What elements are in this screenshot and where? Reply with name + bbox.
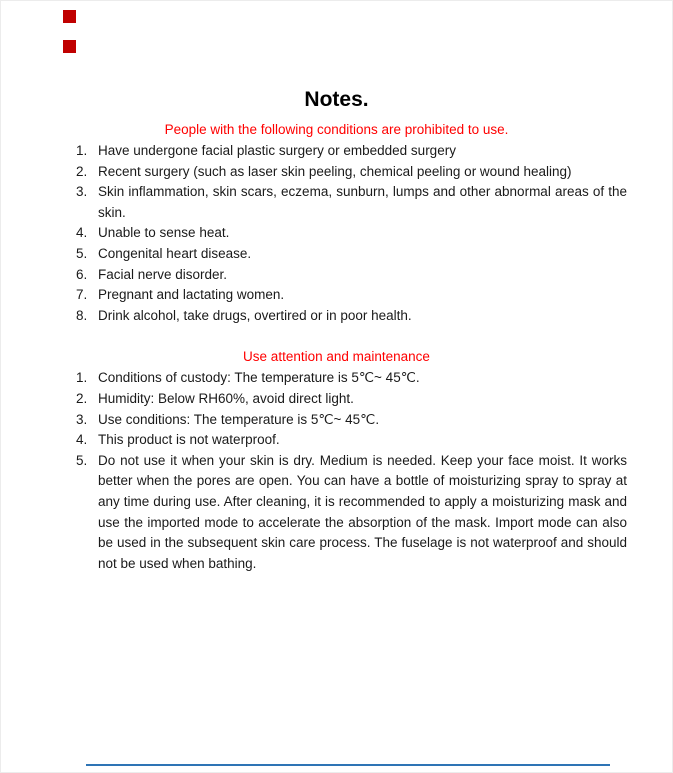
- list-item: Do not use it when your skin is dry. Medium is needed. Keep your face moist. It works better when the pores are open. You can have a bottle of moisturizing spray to spray at any time during use. After cleaning, it is recommended to apply a moisturizing mask and use the imported mode to accelerate the absorption of the mask. Import mode can also be used in the subsequent skin care process. The fuselage is not waterproof and should not be used when bathing.: [98, 452, 627, 571]
- list-item: Use conditions: The temperature is 5℃~ 45℃.: [98, 411, 380, 427]
- list-item: Recent surgery (such as laser skin peeling, chemical peeling or wound healing): [98, 163, 572, 179]
- list-item: Conditions of custody: The temperature is 5℃~ 45℃.: [98, 370, 420, 386]
- red-square-decoration-bottom: [63, 40, 76, 53]
- list-item: Unable to sense heat.: [98, 225, 230, 241]
- prohibited-heading: People with the following conditions are prohibited to use.: [164, 122, 509, 137]
- list-item: Skin inflammation, skin scars, eczema, sunburn, lumps and other abnormal areas of the skin.: [98, 184, 627, 220]
- maintenance-heading: Use attention and maintenance: [243, 349, 430, 365]
- footer-divider-line: [86, 764, 610, 766]
- list-item: Humidity: Below RH60%, avoid direct light.: [98, 390, 354, 406]
- red-square-decoration-top: [63, 10, 76, 23]
- list-item: Facial nerve disorder.: [98, 266, 228, 282]
- maintenance-section: [1, 347, 672, 574]
- prohibited-list: [76, 141, 627, 326]
- list-item: Pregnant and lactating women.: [98, 287, 285, 303]
- page-title: Notes.: [304, 88, 369, 111]
- list-item: Have undergone facial plastic surgery or embedded surgery: [98, 143, 456, 158]
- list-item: This product is not waterproof.: [98, 432, 280, 448]
- list-item: Congenital heart disease.: [98, 245, 252, 261]
- prohibited-section: [1, 120, 672, 326]
- list-item: Drink alcohol, take drugs, overtired or in poor health.: [98, 307, 412, 323]
- maintenance-list: [76, 368, 627, 574]
